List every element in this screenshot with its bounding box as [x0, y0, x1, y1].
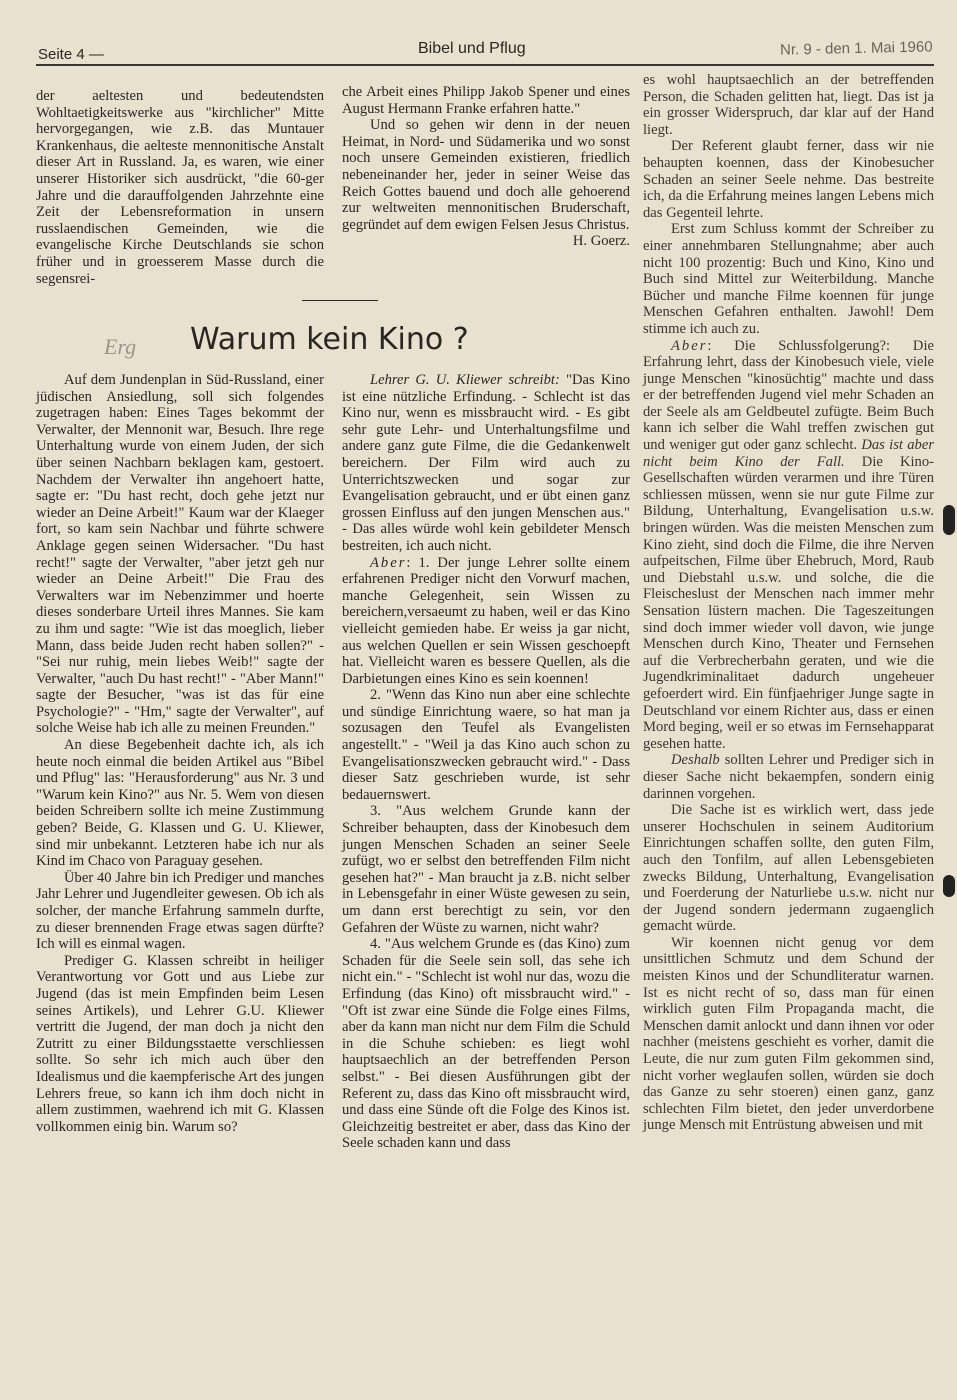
paragraph: es wohl hauptsaechlich an der betreffenden Person, die Schaden gelitten hat, liegt. Das ist ja ein grosser Widerspruch, dar klar auf der Hand liegt.: [643, 72, 934, 138]
emphasis: Deshalb: [671, 752, 720, 769]
pencil-note: Erg: [104, 334, 137, 359]
paragraph: [342, 372, 630, 555]
article-title: Warum kein Kino ?: [190, 322, 469, 357]
paragraph: An diese Begebenheit dachte ich, als ich heute noch einmal die beiden Artikel aus "Bibel und Pflug" las: "Herausforderung" aus Nr. 3 und "Warum kein Kino?" aus Nr. 5. Wem von diesen beiden Schreibern sollte ich meine Zustimmung geben? Beide, G. Klassen und G. U. Kliewer, sind mir unbekannt. Letzteren habe ich nur als Kind im Chaco von Paraguay gesehen.: [36, 737, 324, 870]
article-col-3: [643, 72, 934, 1134]
italic-sentence: Das ist aber nicht beim Kino der Fall.: [643, 437, 934, 470]
paragraph: Und so gehen wir denn in der neuen Heimat, in Nord- und Südamerika und wo sonst noch unsere Gemeinden existieren, friedlich nebeneinander her, jeder in seiner Weise das Reich Gottes bauend und doch alle gehoerend zur weltweiten mennonitischen Bruderschaft, gegründet auf dem ewigen Felsen Jesus Christus.: [342, 117, 630, 233]
paragraph: Der Referent glaubt ferner, dass wir nie behaupten koennen, dass der Kinobesucher Schaden an seiner Seele nehme. Das bestreite ich, da die Erfahrung meines langen Lebens mich das Gegenteil lehrte.: [643, 138, 934, 221]
emphasis: Aber: [671, 337, 708, 354]
paragraph-text: : Die Schlussfolgerung?: Die Erfahrung lehrt, dass der Kinobesuch viele, viele junge Menschen "kinosüchtig" machte und dass er der betreffenden Jugend viel mehr Schaden an der Seele als am Geldbeutel zufügte. Beim Buch kann ich selber die Wahl treffen zwischen gut und weniger gut oder ganz schlecht.: [643, 337, 934, 454]
paragraph-text: Die Kino-Gesellschaften würden verarmen und ihre Türen schliessen müssen, wenn sie nur gute Filme zur Bildung, Unterhaltung, Evangelisation u.s.w. bringen würden. Was die meisten Menschen zum Kino zieht, sind doch die Filme, die ihre Nerven aufpeitschen, Filme über Ehebruch, Mord, Raub und Diebstahl u.s.w. und solche, die die Fleischeslust der Menschen nach immer mehr Sensation lüstern machen. Die Tageszeitungen sind doch immer wieder voll davon, wie junge Menschen durch Kino, Theater und Fernsehen auf die Verbrecherbahn geraten, und wie die Jugendkriminalitaet dadurch ungeheuer gefoerdert wird. Ein fünfjaehriger Junge sagte in Deutschland vor einem Richter aus, dass er einen Mord beging, weil er so etwas im Fernsehapparat gesehen hatte.: [643, 453, 934, 752]
page-header: [38, 40, 933, 66]
emphasis: Aber: [370, 554, 407, 571]
signature: H. Goerz.: [572, 233, 630, 250]
paragraph: 2. "Wenn das Kino nun aber eine schlechte und sündige Einrichtung waere, so hat man ja sozusagen den Teufel als Evangelisten angestellt." - "Weil ja das Kino auch schon zu Evangelisationszwecken gebraucht wird." - Dass dieser Satz geschrieben wurde, ist sehr bedauernswert.: [342, 687, 630, 803]
paragraph: 4. "Aus welchem Grunde es (das Kino) zum Schaden für die Seele sein soll, das sehe ich nicht ein." - "Schlecht ist wohl nur das, wozu die Erfindung (das Kino) oft missbraucht wird." - "Oft ist zwar eine Sünde die Folge eines Films, aber da kann man nicht nur dem Film die Schuld in die Schuhe schieben: es liegt wohl hauptsaechlich an der betreffenden Person selbst." - Bei diesen Ausführungen gibt der Referent zu, dass das Kino oft missbraucht wird, und dass eine Sünde oft die Folge des Kinos ist. Gleichzeitig bestreitet er aber, dass das Kino der Seele schaden kann und dass: [342, 936, 630, 1152]
page-number: Seite 4 —: [38, 46, 104, 63]
article-separator: [302, 300, 378, 301]
publication-title: Bibel und Pflug: [418, 40, 526, 57]
paragraph: Erst zum Schluss kommt der Schreiber zu einer annehmbaren Stellungnahme; aber auch nicht 100 prozentig: Buch und Kino, Kino und Buch sind Mittel zur Weiterbildung. Manche Bücher und manche Filme koennen für junge Menschen Gefahren enthalten. Jawohl! Dem stimme ich auch zu.: [643, 221, 934, 337]
article-col-2: [342, 372, 630, 1152]
paragraph-text: sollten Lehrer und Prediger sich in dieser Sache nicht bekaempfen, sondern einig darinnen vorgehen.: [643, 752, 934, 802]
paragraph: 3. "Aus welchem Grunde kann der Schreiber behaupten, dass der Kinobesuch dem jungen Menschen Schaden an seiner Seele zufügt, wo er selbst den betreffenden Film nicht gesehen hat?" - Man braucht ja z.B. nicht selber in Lebensgefahr in einer Wüste gewesen zu sein, um dann erst berechtigt zu sein, vor den Gefahren der Wüste zu warnen, nicht wahr?: [342, 803, 630, 936]
author-label: Lehrer G. U. Kliewer schreibt:: [370, 372, 560, 388]
prev-article-col-mid: [342, 84, 630, 250]
issue-date: Nr. 9 - den 1. Mai 1960: [780, 38, 934, 59]
punch-hole: [943, 505, 955, 535]
paragraph: der aeltesten und bedeutendsten Wohltaetigkeitswerke aus "kirchlicher" Mitte hervorgegangen, wie z.B. das Muntauer Krankenhaus, die aelteste mennonitische Anstalt dieser Art in Russland. Ja, es waren, wie einer unserer Historiker sich ausdrückt, "die 60-ger Jahre und die darauffolgenden Jahrzehnte eine Zeit der Lebensreformation in unsern russlaendischen Gemeinden, wie die evangelische Kirche Deutschlands sie schon früher und in groesserem Masse durch die segensrei-: [36, 88, 324, 287]
header-rule: [36, 64, 934, 66]
paragraph-text: : 1. Der junge Lehrer sollte einem erfahrenen Prediger nicht den Vorwurf machen, manche Gelegenheit, sein Wissen zu bereichern,versaeumt zu haben, weil er das Kino vielleicht gemieden habe. Er weiss ja gar nicht, aus welchen Quellen er sein Wissen geschoepft hat. Vielleicht waren es bessere Quellen, als die Darbietungen eines Kino es sein koennen!: [342, 554, 630, 687]
prev-article-col-left: [36, 88, 324, 287]
paragraph: che Arbeit eines Philipp Jakob Spener und eines August Hermann Franke erfahren hatte.": [342, 84, 630, 117]
paragraph: Über 40 Jahre bin ich Prediger und manches Jahr Lehrer und Jugendleiter gewesen. Ob ich als solcher, der manche Erfahrung sammeln durfte, zu dieser brennenden Frage etwas sagen dürfte? Ich will es einmal wagen.: [36, 869, 324, 953]
paragraph: Wir koennen nicht genug vor dem unsittlichen Schmutz und dem Schund der meisten Kinos und der Schundliteratur warnen. Ist es nicht recht of so, dass man für einen wirklich guten Film Propaganda macht, die Menschen damit anlockt und dann ihnen vor oder nachher (meistens geschieht es vorher, damit die Leute, die nur zum guten Film gekommen sind, nicht vorher weglaufen sollen, würden sie doch das Ganze zu sehr stoeren) einen ganz, ganz schlechten Film bietet, den jeder unverdorbene junge Mensch mit Entrüstung abweisen und mit: [643, 934, 934, 1134]
paragraph: Auf dem Jundenplan in Süd-Russland, einer jüdischen Ansiedlung, soll sich folgendes zugetragen haben: Eines Tages bekommt der Verwalter, der Mennonit war, Besuch. Ihre rege Unterhaltung wurde von einem Juden, der sich über seinen Nachbarn beklagen kam, gestoert. Nachdem der Verwalter ihn angehoert hatte, sagte er: "Du hast recht, doch gehe jetzt nur wieder an Deine Arbeit!" Kaum war der Klaeger fort, so kam sein Nachbar und führte schwere Anklage gegen seinen Widersacher. "Du hast recht!" sagte der Verwalter, "aber jetzt geh nur wieder an Deine Arbeit!" Die Frau des Verwalters war im Nebenzimmer und hoerte dieses sonderbare Urteil ihres Mannes. Sie kam zu ihm und sagte: "Wie ist das moeglich, lieber Mann, dass beide Juden recht haben sollen?" - "Sei nur ruhig, mein liebes Weib!" sagte der Verwalter, "auch Du hast recht!" - "Aber Mann!" sagte der Besucher, "was ist das für eine Psychologie?" - "Hm," sagte der Verwalter", auf solche Weise hab ich alle zu meinen Freunden.": [36, 372, 324, 737]
article-col-1: [36, 372, 324, 1135]
paragraph: [342, 555, 630, 688]
paragraph: [643, 752, 934, 802]
paragraph: Die Sache ist es wirklich wert, dass jede unserer Hochschulen in seinem Auditorium Einrichtungen schaffen sollte, den guten Film, auch den Tonfilm, auf allen Lebensgebieten zwecks Bildung, Unterhaltung, Evangelisation und Foerderung der Naturliebe u.s.w. nicht nur der Jugend sondern jedermann zugaenglich gemacht würde.: [643, 802, 934, 935]
paragraph-text: "Das Kino ist eine nützliche Erfindung. - Schlecht ist das Kino nur, wenn es missbraucht wird. - Es gibt sehr gute Lehr- und Unterhaltungsfilme und andere ganz gute Filme, die die Gedankenwelt bereichern. Der Film wird auch zu Unterrichtszwecken und sogar zur Evangelisation gebraucht, und er übt einen ganz grossen Einfluss auf den jungen Menschen aus." - Das alles würde wohl kein gebildeter Mensch bestreiten, ich auch nicht.: [342, 372, 631, 554]
paragraph: [643, 338, 934, 753]
punch-hole: [943, 875, 955, 897]
paragraph: Prediger G. Klassen schreibt in heiliger Verantwortung vor Gott und aus Liebe zur Jugend (das ist mein Empfinden beim Lesen seines Artikels), und Lehrer G.U. Kliewer vertritt die Jugend, der man doch ja nicht den Zutritt zu einer Bildungsstaette verschliessen sollte. So sehr ich mich auch über den Idealismus und die kaempferische Art des jungen Lehrers freue, so kann ich ihm doch nicht in allem zustimmen, waehrend ich mit G. Klassen vollkommen einig bin. Warum so?: [36, 952, 324, 1135]
